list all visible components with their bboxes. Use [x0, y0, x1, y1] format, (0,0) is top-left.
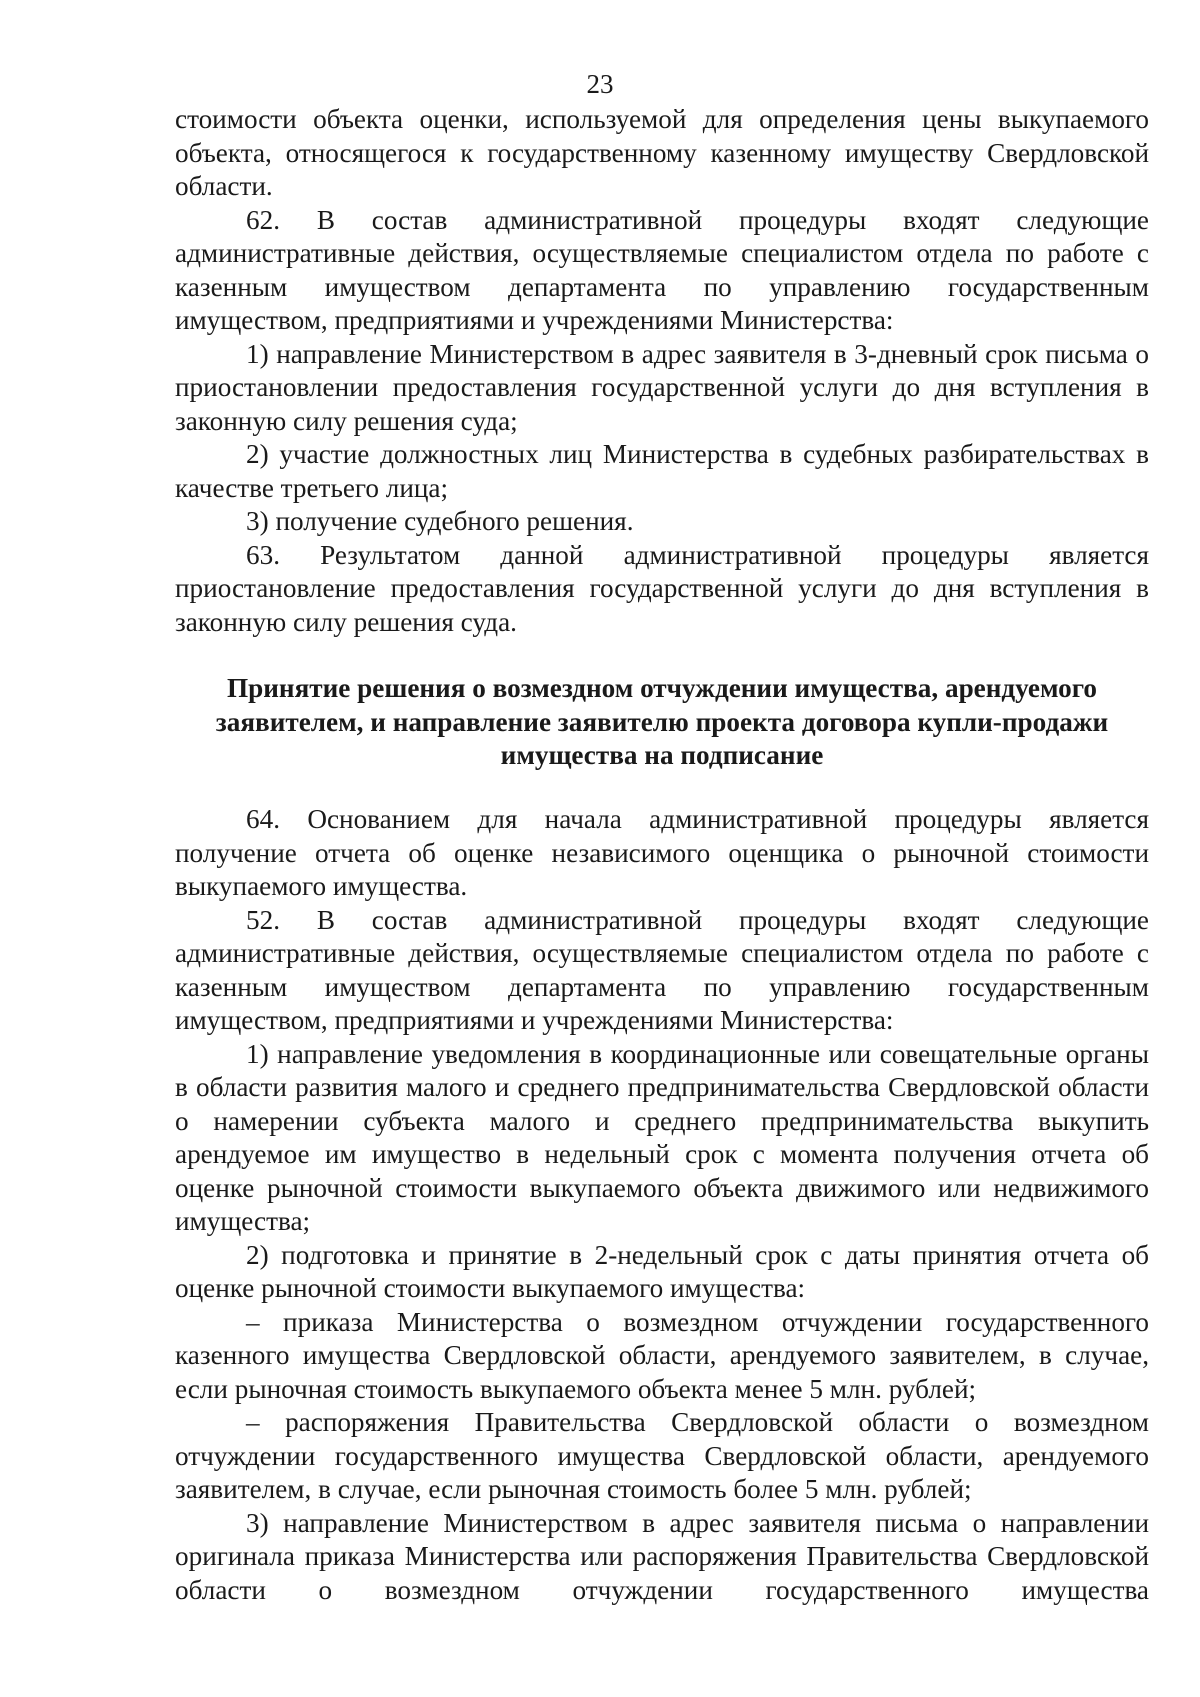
- paragraph-63: 63. Результатом данной административной процедуры является приостановление предоставления государственной услуги до дня вступления в законную силу решения суда.: [175, 539, 1149, 637]
- paragraph-52: 52. В состав административной процедуры входят следующие административные действия, осуществляемые специалистом отдела по работе с казенным имуществом департамента по управлению государственным имуществом, предприятиями и учреждениями Министерства:: [175, 904, 1149, 1035]
- list-item-3: 3) получение судебного решения.: [246, 506, 634, 536]
- text-block-bottom: [175, 803, 1149, 1607]
- list-item-1: 1) направление Министерством в адрес заявителя в 3-дневный срок письма о приостановлении предоставления государственной услуги до дня вступления в законную силу решения суда;: [175, 338, 1149, 436]
- page-number: 23: [586, 69, 614, 99]
- list-item-2: 2) участие должностных лиц Министерства в судебных разбирательствах в качестве третьего лица;: [175, 439, 1149, 503]
- list-item-2: 2) подготовка и принятие в 2-недельный срок с даты принятия отчета об оценке рыночной стоимости выкупаемого имущества:: [175, 1239, 1149, 1303]
- paragraph-62: 62. В состав административной процедуры входят следующие административные действия, осуществляемые специалистом отдела по работе с казенным имуществом департамента по управлению государственным имуществом, предприятиями и учреждениями Министерства:: [175, 204, 1149, 335]
- section-heading: Принятие решения о возмездном отчуждении имущества, арендуемого заявителем, и направление заявителю проекта договора купли-продажи имущества на подписание: [215, 673, 1109, 770]
- text-block-top: [175, 103, 1149, 639]
- paragraph-continuation: стоимости объекта оценки, используемой для определения цены выкупаемого объекта, относящегося к государственному казенному имуществу Свердловской области.: [175, 104, 1149, 201]
- paragraph-64: 64. Основанием для начала административной процедуры является получение отчета об оценке независимого оценщика о рыночной стоимости выкупаемого имущества.: [175, 804, 1149, 901]
- dash-item-decree: – распоряжения Правительства Свердловской области о возмездном отчуждении государственного имущества Свердловской области, арендуемого заявителем, в случае, если рыночная стоимость более 5 млн. рублей;: [175, 1407, 1149, 1504]
- list-item-3: 3) направление Министерством в адрес заявителя письма о направлении оригинала приказа Министерства или распоряжения Правительства Свердловской области о возмездном отчуждении государственного имущества: [175, 1507, 1149, 1605]
- dash-item-order: – приказа Министерства о возмездном отчуждении государственного казенного имущества Свердловской области, арендуемого заявителем, в случае, если рыночная стоимость выкупаемого объекта менее 5 млн. рублей;: [175, 1306, 1149, 1404]
- list-item-1: 1) направление уведомления в координационные или совещательные органы в области развития малого и среднего предпринимательства Свердловской области о намерении субъекта малого и среднего предпринимательства выкупить арендуемое им имущество в недельный срок с момента получения отчета об оценке рыночной стоимости выкупаемого объекта движимого или недвижимого имущества;: [175, 1038, 1149, 1236]
